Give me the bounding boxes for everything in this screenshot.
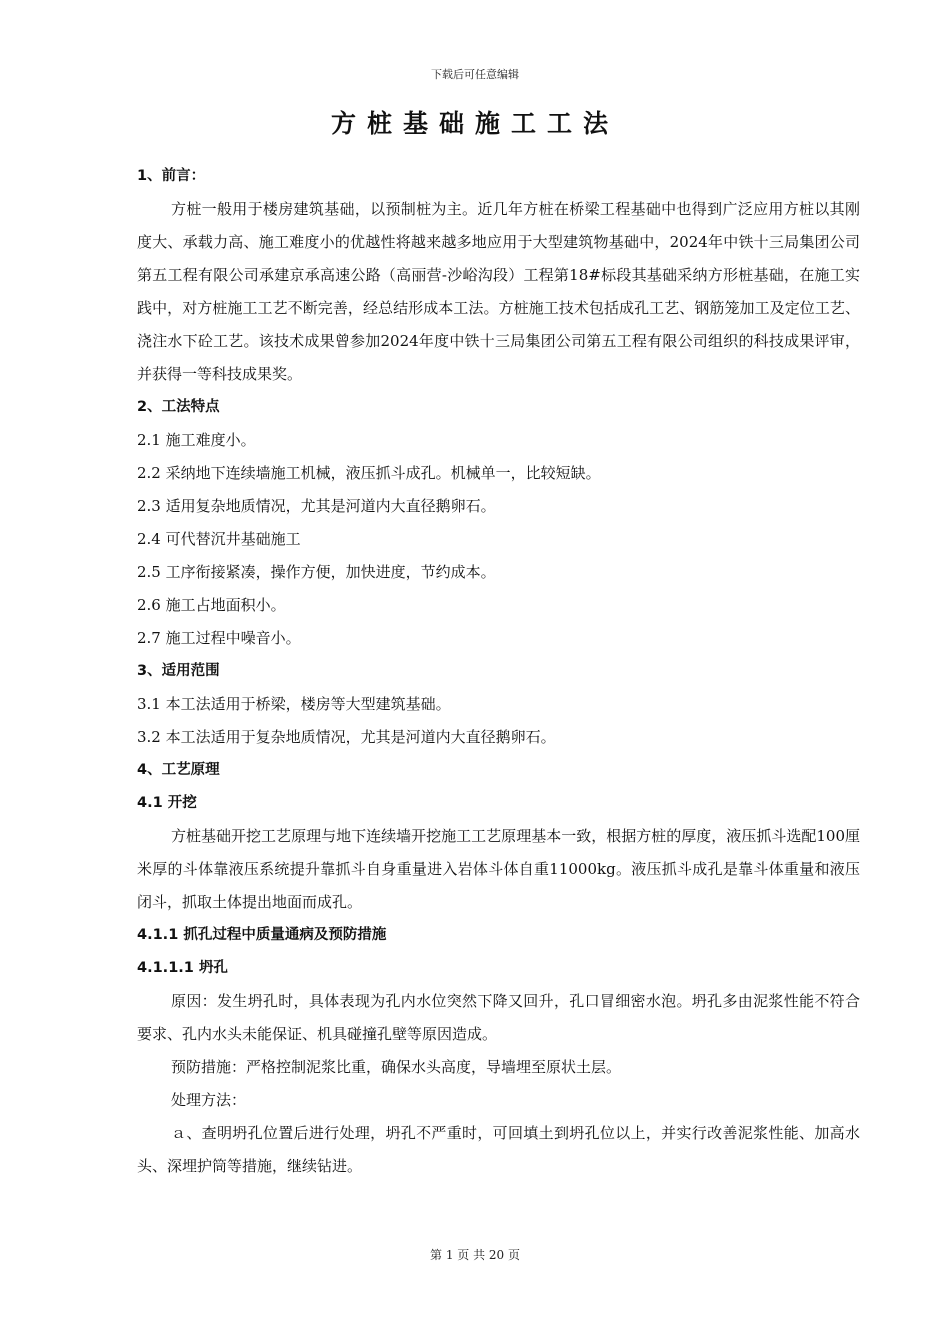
method-item-a: ａ、查明坍孔位置后进行处理，坍孔不严重时，可回填土到坍孔位以上，并实行改善泥浆性能、加高水头、深埋护筒等措施，继续钻进。 [137,1124,860,1175]
excavation-paragraph: 方桩基础开挖工艺原理与地下连续墙开挖施工工艺原理基本一致，根据方桩的厚度，液压抓斗选配100厘米厚的斗体靠液压系统提升靠抓斗自身重量进入岩体斗体自重11000kg。液压抓斗成孔是靠斗体重量和液压闭斗，抓取土体提出地面而成孔。 [137,827,860,911]
subsection-heading-4-1-1-1: 4.1.1.1 坍孔 [137,960,228,976]
list-item: 2.3 适用复杂地质情况，尤其是河道内大直径鹅卵石。 [137,497,496,515]
list-item: 2.7 施工过程中噪音小。 [137,629,301,647]
section-heading-4: 4、工艺原理 [137,762,220,778]
section-heading-1: 1、前言： [137,168,206,184]
list-item: 2.4 可代替沉井基础施工 [137,530,301,548]
list-item: 3.2 本工法适用于复杂地质情况，尤其是河道内大直径鹅卵石。 [137,728,556,746]
subsection-heading-4-1: 4.1 开挖 [137,795,197,811]
document-title: 方桩基础施工工法 [330,109,619,138]
list-item: 2.1 施工难度小。 [137,431,256,449]
section-heading-3: 3、适用范围 [137,663,220,679]
list-item: 3.1 本工法适用于桥梁，楼房等大型建筑基础。 [137,695,451,713]
page-footer: 第 1 页 共 20 页 [430,1248,520,1262]
page-header: 下载后可任意编辑 [431,68,519,81]
document-body [137,160,860,1183]
cause-paragraph: 原因：发生坍孔时，具体表现为孔内水位突然下降又回升，孔口冒细密水泡。坍孔多由泥浆性能不符合要求、孔内水头未能保证、机具碰撞孔壁等原因造成。 [137,992,860,1043]
method-label: 处理方法： [171,1091,247,1109]
section-heading-2: 2、工法特点 [137,399,220,415]
intro-paragraph: 方桩一般用于楼房建筑基础，以预制桩为主。近几年方桩在桥梁工程基础中也得到广泛应用方桩以其刚度大、承载力高、施工难度小的优越性将越来越多地应用于大型建筑物基础中，2024年中铁十三局集团公司第五工程有限公司承建京承高速公路（高丽营-沙峪沟段）工程第18#标段其基础采纳方形桩基础，在施工实践中，对方桩施工工艺不断完善，经总结形成本工法。方桩施工技术包括成孔工艺、钢筋笼加工及定位工艺、浇注水下砼工艺。该技术成果曾参加2024年度中铁十三局集团公司第五工程有限公司组织的科技成果评审，并获得一等科技成果奖。 [137,200,860,383]
subsection-heading-4-1-1: 4.1.1 抓孔过程中质量通病及预防措施 [137,927,387,943]
list-item: 2.6 施工占地面积小。 [137,596,286,614]
list-item: 2.2 采纳地下连续墙施工机械，液压抓斗成孔。机械单一，比较短缺。 [137,464,601,482]
list-item: 2.5 工序衔接紧凑，操作方便，加快进度，节约成本。 [137,563,496,581]
prevention-paragraph: 预防措施：严格控制泥浆比重，确保水头高度，导墙埋至原状土层。 [171,1058,622,1076]
